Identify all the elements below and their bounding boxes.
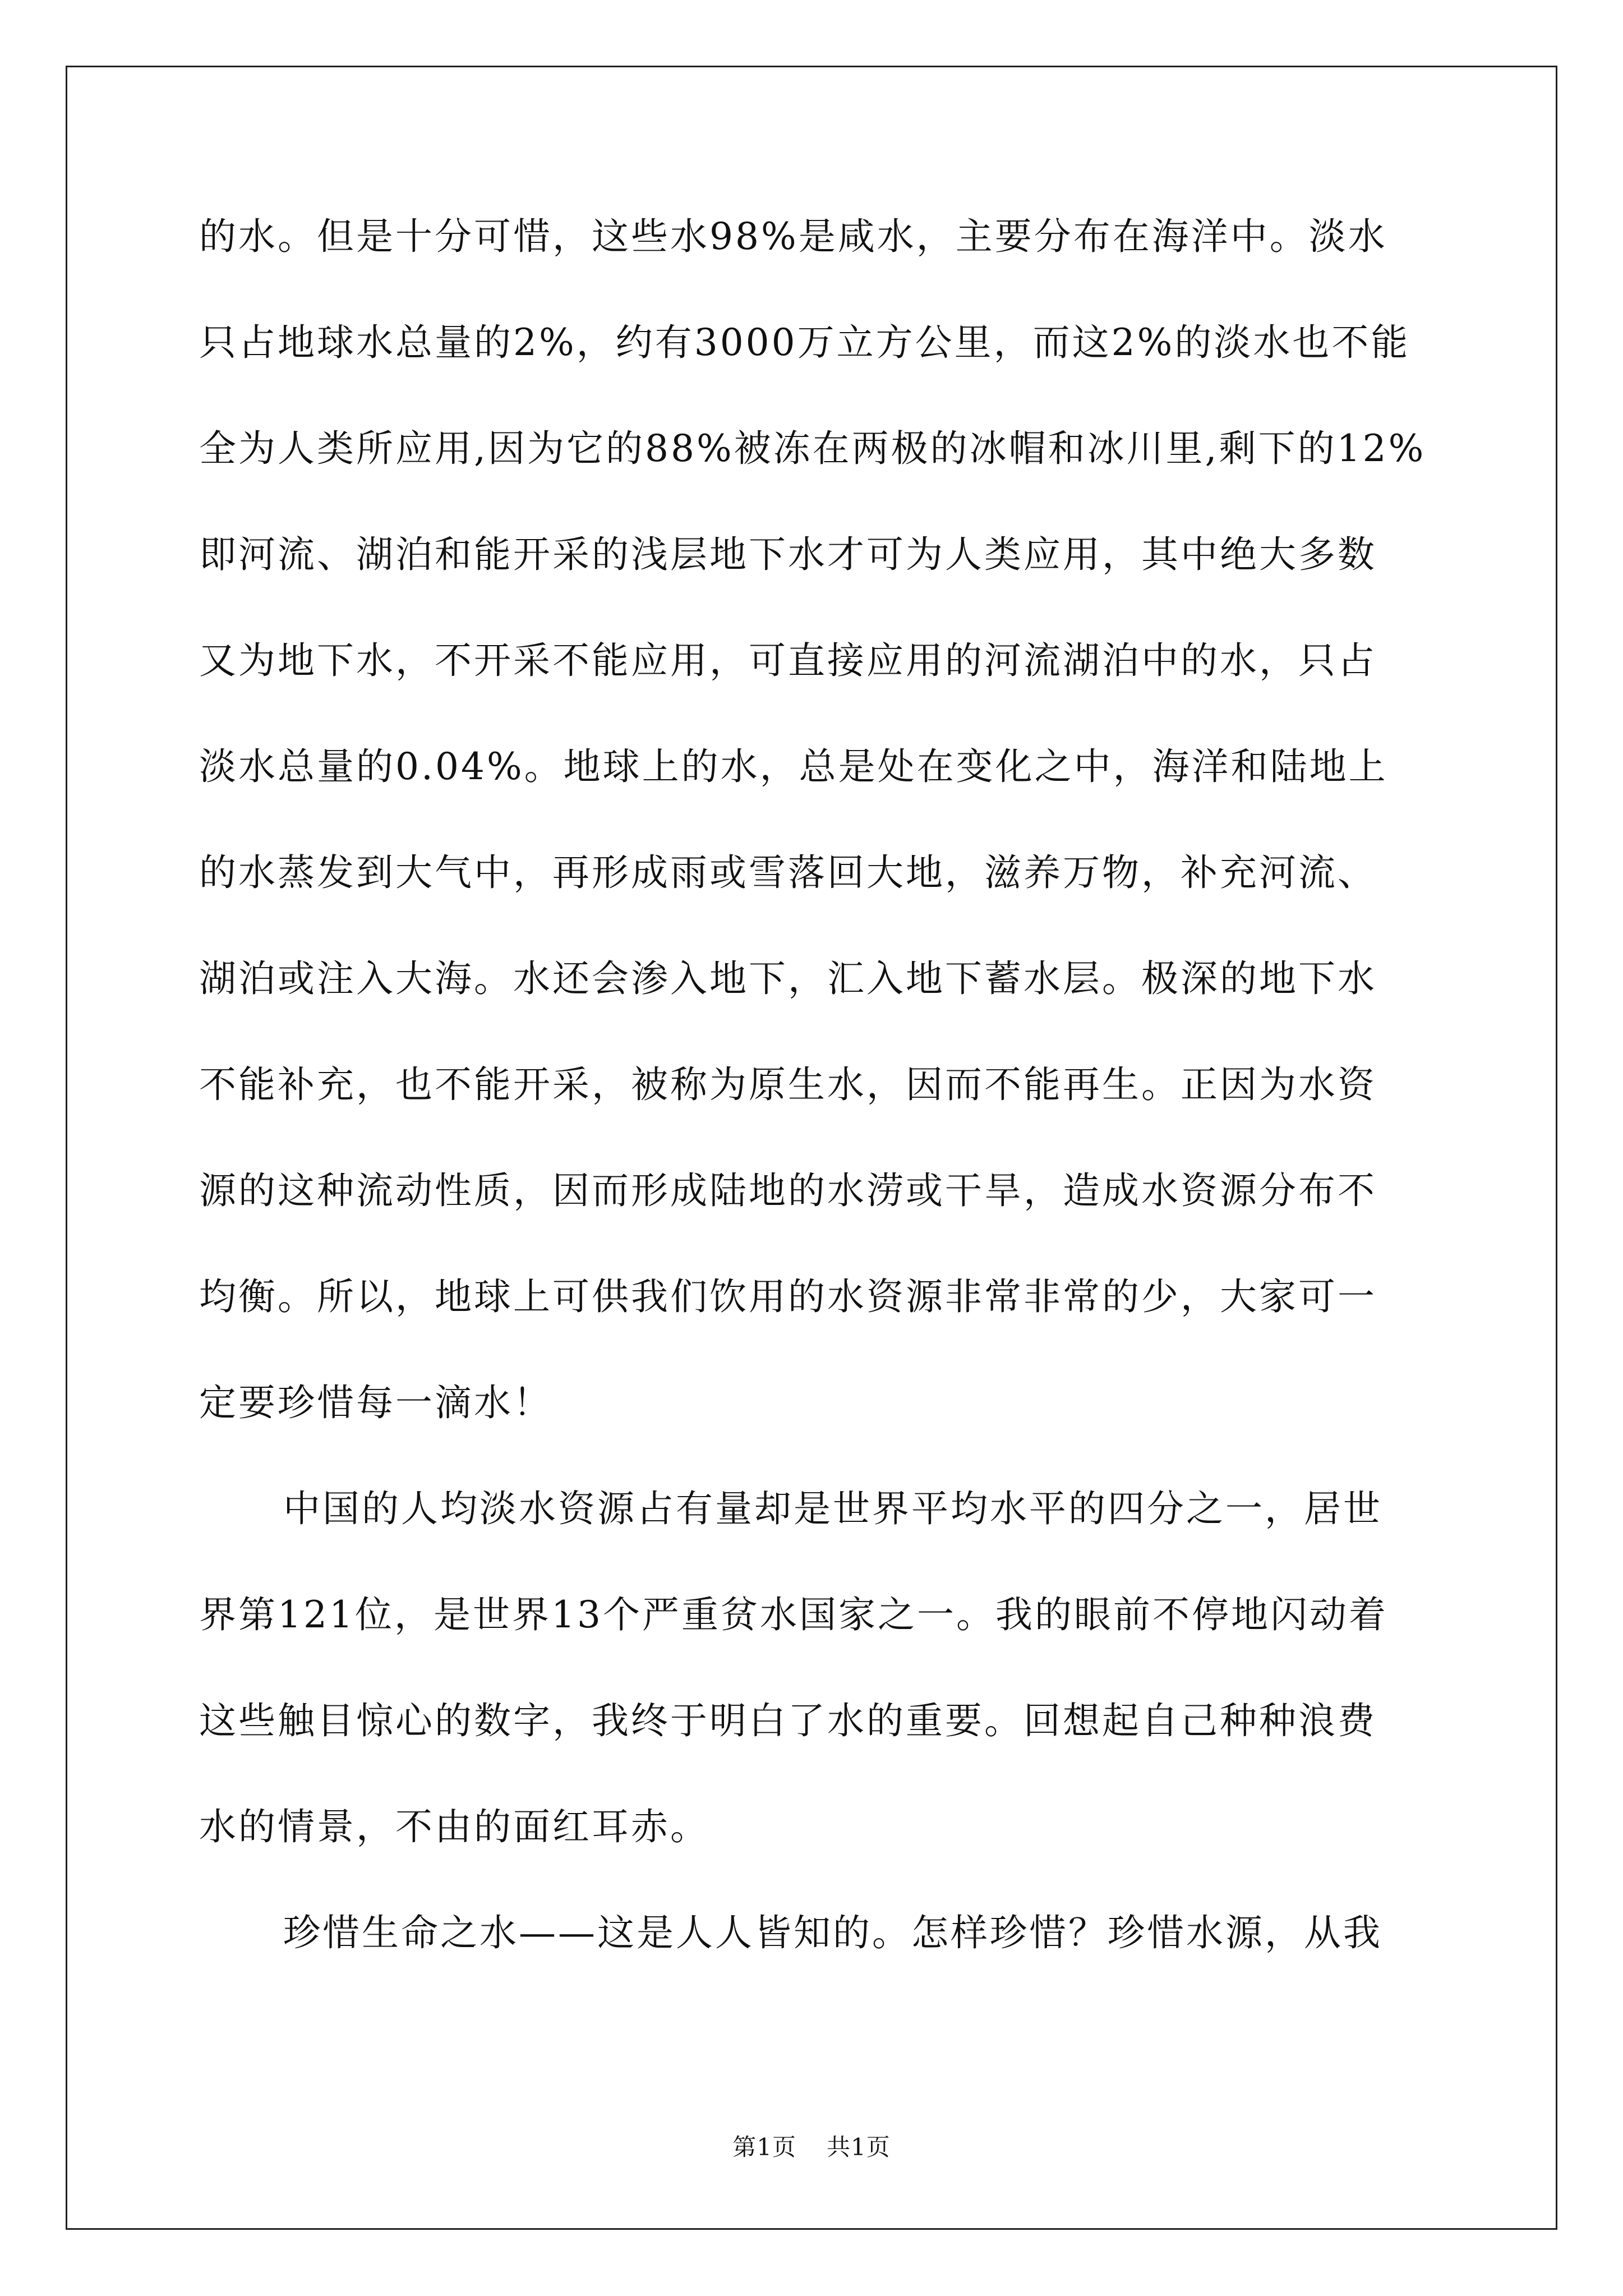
text-line: 这些触目惊心的数字，我终于明白了水的重要。回想起自己种种浪费 <box>199 1699 1377 1742</box>
page-total: 共1页 <box>827 2133 891 2161</box>
text-line: 淡水总量的0.04%。地球上的水，总是处在变化之中，海洋和陆地上 <box>199 745 1388 788</box>
text-line: 定要珍惜每一滴水！ <box>199 1381 552 1424</box>
text-line: 水的情景，不由的面红耳赤。 <box>199 1805 709 1848</box>
text-line: 又为地下水，不开采不能应用，可直接应用的河流湖泊中的水，只占 <box>199 639 1377 682</box>
text-line: 即河流、湖泊和能开采的浅层地下水才可为人类应用，其中绝大多数 <box>199 533 1377 576</box>
text-line: 湖泊或注入大海。水还会渗入地下，汇入地下蓄水层。极深的地下水 <box>199 957 1377 1000</box>
paragraph-start-line: 中国的人均淡水资源占有量却是世界平均水平的四分之一，居世 <box>283 1487 1382 1530</box>
text-line: 全为人类所应用,因为它的88%被冻在两极的冰帽和冰川里,剩下的12% <box>199 427 1426 470</box>
document-body <box>199 214 1461 2017</box>
text-line: 的水。但是十分可惜，这些水98%是咸水，主要分布在海洋中。淡水 <box>199 215 1387 258</box>
paragraph-start-line: 珍惜生命之水——这是人人皆知的。怎样珍惜？珍惜水源，从我 <box>283 1911 1382 1954</box>
text-line: 只占地球水总量的2%，约有3000万立方公里，而这2%的淡水也不能 <box>199 321 1410 364</box>
page-footer <box>0 2134 1623 2161</box>
text-line: 界第121位，是世界13个严重贫水国家之一。我的眼前不停地闪动着 <box>199 1593 1388 1636</box>
text-line: 不能补充，也不能开采，被称为原生水，因而不能再生。正因为水资 <box>199 1063 1377 1106</box>
text-line: 的水蒸发到大气中，再形成雨或雪落回大地，滋养万物，补充河流、 <box>199 851 1377 894</box>
page-number: 第1页 <box>732 2133 796 2161</box>
text-line: 源的这种流动性质，因而形成陆地的水涝或干旱，造成水资源分布不 <box>199 1169 1377 1212</box>
text-line: 均衡。所以，地球上可供我们饮用的水资源非常非常的少，大家可一 <box>199 1275 1377 1318</box>
